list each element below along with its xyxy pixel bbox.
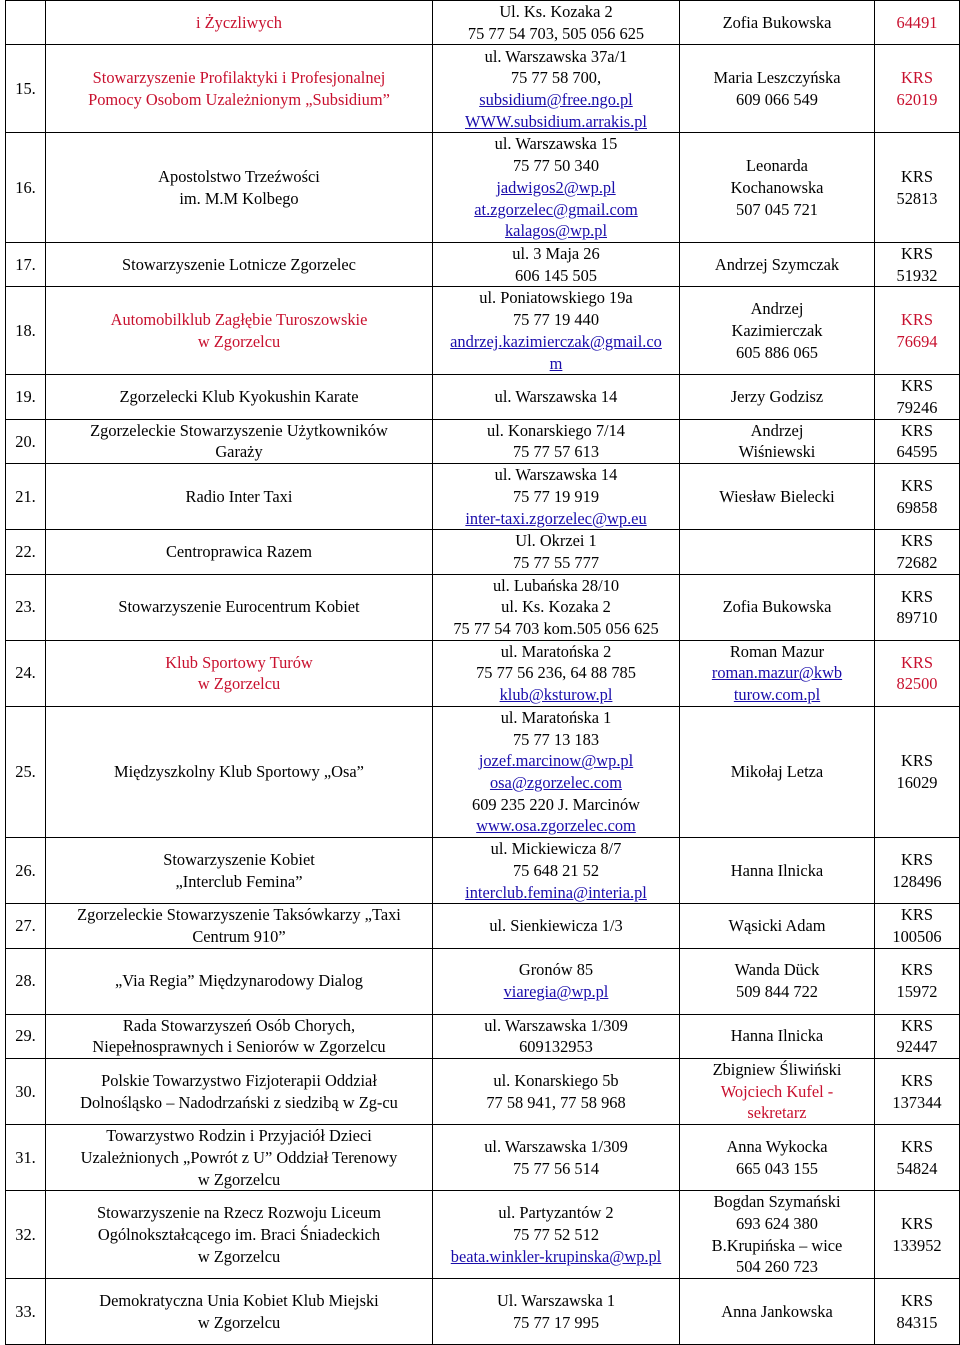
table-row bbox=[6, 838, 960, 904]
contact-line: Wojciech Kufel - bbox=[720, 1081, 834, 1101]
address-line: 77 58 941, 77 58 968 bbox=[486, 1092, 626, 1112]
organization-address bbox=[433, 706, 680, 837]
address-link[interactable]: m bbox=[549, 353, 563, 373]
organization-address bbox=[433, 464, 680, 530]
organization-name-line: Międzyszkolny Klub Sportowy „Osa” bbox=[114, 762, 364, 782]
table-row bbox=[6, 706, 960, 837]
address-link[interactable]: viaregia@wp.pl bbox=[503, 982, 609, 1002]
organization-address bbox=[433, 1059, 680, 1125]
krs-line: KRS bbox=[901, 243, 933, 263]
address-line: ul. Maratońska 2 bbox=[500, 641, 612, 661]
row-number: 23. bbox=[6, 574, 46, 640]
organization-name-line: Rada Stowarzyszeń Osób Chorych, bbox=[122, 1015, 356, 1035]
address-link[interactable]: www.osa.zgorzelec.com bbox=[476, 816, 636, 836]
address-line: ul. Partyzantów 2 bbox=[498, 1203, 614, 1223]
table-row bbox=[6, 574, 960, 640]
row-number: 26. bbox=[6, 838, 46, 904]
krs-number bbox=[875, 242, 960, 286]
krs-line: 51932 bbox=[896, 265, 938, 285]
krs-line: 89710 bbox=[896, 608, 938, 628]
address-line: ul. Poniatowskiego 19a bbox=[479, 288, 633, 308]
krs-line: KRS bbox=[901, 905, 933, 925]
organization-name-line: Uzależnionych „Powrót z U” Oddział Terenowy bbox=[80, 1147, 398, 1167]
krs-number bbox=[875, 1191, 960, 1279]
address-line: 75 77 17 995 bbox=[512, 1312, 600, 1332]
krs-number bbox=[875, 530, 960, 574]
krs-line: KRS bbox=[901, 1070, 933, 1090]
address-line: 75 77 19 440 bbox=[512, 310, 600, 330]
address-line: ul. Konarskiego 5b bbox=[493, 1070, 619, 1090]
krs-line: 69858 bbox=[896, 497, 938, 517]
row-number: 32. bbox=[6, 1191, 46, 1279]
organization-name-line: „Via Regia” Międzynarodowy Dialog bbox=[115, 971, 363, 991]
contact-line: 665 043 155 bbox=[736, 1158, 818, 1178]
krs-number bbox=[875, 948, 960, 1014]
contact-line: Andrzej bbox=[750, 299, 804, 319]
organization-name-line: Stowarzyszenie Eurocentrum Kobiet bbox=[118, 597, 360, 617]
krs-line: 84315 bbox=[896, 1312, 938, 1332]
contact-person bbox=[680, 1, 875, 45]
organization-address bbox=[433, 904, 680, 948]
organization-name bbox=[46, 287, 433, 375]
table-row bbox=[6, 1059, 960, 1125]
address-link[interactable]: inter-taxi.zgorzelec@wp.eu bbox=[465, 508, 647, 528]
row-number: 30. bbox=[6, 1059, 46, 1125]
table-row bbox=[6, 375, 960, 419]
address-link[interactable]: andrzej.kazimierczak@gmail.co bbox=[450, 331, 662, 351]
contact-line: 693 624 380 bbox=[736, 1214, 818, 1234]
organization-name bbox=[46, 1279, 433, 1345]
krs-line: 64491 bbox=[896, 12, 938, 32]
organization-name-line: Niepełnosprawnych i Seniorów w Zgorzelcu bbox=[92, 1037, 386, 1057]
krs-number bbox=[875, 1059, 960, 1125]
organization-name-line: Ogólnokształcącego im. Braci Śniadeckich bbox=[97, 1224, 381, 1244]
krs-line: 64595 bbox=[896, 442, 938, 462]
address-link[interactable]: beata.winkler-krupinska@wp.pl bbox=[450, 1246, 662, 1266]
contact-person bbox=[680, 1191, 875, 1279]
address-link[interactable]: WWW.subsidium.arrakis.pl bbox=[465, 111, 647, 131]
krs-number bbox=[875, 1, 960, 45]
krs-line: 76694 bbox=[896, 331, 938, 351]
krs-number bbox=[875, 287, 960, 375]
organization-name-line: Stowarzyszenie Profilaktyki i Profesjonalnej bbox=[92, 68, 386, 88]
address-line: ul. Warszawska 14 bbox=[494, 465, 618, 485]
organization-address bbox=[433, 640, 680, 706]
krs-line: 16029 bbox=[896, 772, 938, 792]
contact-person bbox=[680, 375, 875, 419]
organization-address bbox=[433, 375, 680, 419]
krs-number bbox=[875, 1125, 960, 1191]
krs-line: KRS bbox=[901, 531, 933, 551]
organization-name bbox=[46, 419, 433, 463]
table-row bbox=[6, 133, 960, 243]
contact-person bbox=[680, 133, 875, 243]
table-row bbox=[6, 242, 960, 286]
address-link[interactable]: klub@ksturow.pl bbox=[499, 685, 613, 705]
organization-name bbox=[46, 948, 433, 1014]
krs-number bbox=[875, 133, 960, 243]
address-line: ul. Warszawska 15 bbox=[494, 134, 618, 154]
organization-name-line: Polskie Towarzystwo Fizjoterapii Oddział bbox=[101, 1070, 377, 1090]
organization-name-line: w Zgorzelcu bbox=[197, 674, 281, 694]
address-line: ul. Warszawska 1/309 bbox=[484, 1136, 628, 1156]
krs-number bbox=[875, 838, 960, 904]
address-line: ul. 3 Maja 26 bbox=[512, 243, 600, 263]
krs-line: 128496 bbox=[892, 871, 942, 891]
contact-line: B.Krupińska – wice bbox=[711, 1235, 843, 1255]
address-line: 609132953 bbox=[519, 1037, 593, 1057]
organization-address bbox=[433, 530, 680, 574]
organization-name bbox=[46, 1014, 433, 1058]
organizations-table bbox=[5, 0, 960, 1345]
table-row bbox=[6, 1279, 960, 1345]
row-number: 20. bbox=[6, 419, 46, 463]
contact-line: 504 260 723 bbox=[736, 1257, 818, 1277]
address-line: 75 77 56 236, 64 88 785 bbox=[476, 663, 636, 683]
organization-name-line: Apostolstwo Trzeźwości bbox=[158, 166, 320, 186]
row-number: 16. bbox=[6, 133, 46, 243]
contact-person bbox=[680, 1014, 875, 1058]
organization-name bbox=[46, 1059, 433, 1125]
address-line: 75 77 52 512 bbox=[512, 1224, 600, 1244]
krs-line: KRS bbox=[901, 849, 933, 869]
organization-name-line: Garaży bbox=[215, 442, 263, 462]
organization-name bbox=[46, 838, 433, 904]
organization-name bbox=[46, 640, 433, 706]
organization-name-line: Demokratyczna Unia Kobiet Klub Miejski bbox=[99, 1291, 379, 1311]
contact-person bbox=[680, 706, 875, 837]
organization-name-line: Stowarzyszenie na Rzecz Rozwoju Liceum bbox=[97, 1203, 381, 1223]
contact-line: 609 066 549 bbox=[736, 89, 818, 109]
row-number bbox=[6, 1, 46, 45]
organization-address bbox=[433, 1014, 680, 1058]
contact-line: Anna Jankowska bbox=[721, 1301, 833, 1321]
address-line: ul. Warszawska 1/309 bbox=[484, 1015, 628, 1035]
address-line: Ul. Ks. Kozaka 2 bbox=[499, 2, 613, 21]
address-link[interactable]: osa@zgorzelec.com bbox=[489, 772, 623, 792]
organization-name-line: „Interclub Femina” bbox=[175, 871, 303, 891]
contact-line: Wiesław Bielecki bbox=[719, 486, 835, 506]
krs-number bbox=[875, 1014, 960, 1058]
contact-link[interactable]: roman.mazur@kwb bbox=[711, 663, 843, 683]
organization-name-line: Towarzystwo Rodzin i Przyjaciół Dzieci bbox=[106, 1126, 372, 1146]
krs-line: KRS bbox=[901, 420, 933, 440]
krs-line: KRS bbox=[901, 652, 933, 672]
organization-name-line: w Zgorzelcu bbox=[197, 1169, 281, 1189]
organization-name bbox=[46, 1, 433, 45]
krs-number bbox=[875, 375, 960, 419]
organization-name-line: Dolnośląsko – Nadodrzański z siedzibą w Zg-cu bbox=[80, 1092, 398, 1112]
organizations-table-body bbox=[6, 1, 960, 1345]
row-number: 22. bbox=[6, 530, 46, 574]
contact-line: Mikołaj Letza bbox=[730, 762, 824, 782]
contact-person bbox=[680, 838, 875, 904]
address-line: 606 145 505 bbox=[515, 265, 597, 285]
address-line: 609 235 220 J. Marcinów bbox=[472, 794, 640, 814]
organization-name bbox=[46, 133, 433, 243]
contact-person bbox=[680, 419, 875, 463]
organization-name-line: Stowarzyszenie Kobiet bbox=[163, 849, 315, 869]
krs-line: KRS bbox=[901, 1291, 933, 1311]
organization-address bbox=[433, 1191, 680, 1279]
address-line: Gronów 85 bbox=[518, 960, 594, 980]
krs-line: 62019 bbox=[896, 89, 938, 109]
krs-line: 133952 bbox=[892, 1235, 942, 1255]
contact-line: Hanna Ilnicka bbox=[730, 860, 824, 880]
krs-line: KRS bbox=[901, 166, 933, 186]
krs-line: KRS bbox=[901, 751, 933, 771]
krs-line: 79246 bbox=[896, 398, 938, 418]
organization-name-line: w Zgorzelcu bbox=[197, 1246, 281, 1266]
contact-line: Roman Mazur bbox=[729, 641, 825, 661]
contact-line: Kazimierczak bbox=[731, 320, 823, 340]
contact-line: sekretarz bbox=[747, 1103, 807, 1123]
address-line: ul. Warszawska 14 bbox=[494, 387, 618, 407]
address-link[interactable]: subsidium@free.ngo.pl bbox=[479, 89, 633, 109]
table-row bbox=[6, 530, 960, 574]
contact-person bbox=[680, 1059, 875, 1125]
contact-line: Anna Wykocka bbox=[726, 1136, 828, 1156]
row-number: 25. bbox=[6, 706, 46, 837]
table-row bbox=[6, 464, 960, 530]
contact-person bbox=[680, 948, 875, 1014]
organization-name bbox=[46, 1125, 433, 1191]
contact-line: Bogdan Szymański bbox=[713, 1192, 841, 1212]
address-link[interactable]: interclub.femina@interia.pl bbox=[465, 882, 647, 902]
contact-line: Wiśniewski bbox=[738, 442, 816, 462]
contact-line: Zofia Bukowska bbox=[722, 12, 832, 32]
krs-line: KRS bbox=[901, 376, 933, 396]
table-row bbox=[6, 948, 960, 1014]
address-link[interactable]: jozef.marcinow@wp.pl bbox=[478, 751, 634, 771]
organization-address bbox=[433, 1, 680, 45]
address-line: ul. Konarskiego 7/14 bbox=[487, 420, 625, 440]
krs-line: 92447 bbox=[896, 1037, 938, 1057]
contact-person bbox=[680, 464, 875, 530]
row-number: 18. bbox=[6, 287, 46, 375]
contact-person bbox=[680, 1125, 875, 1191]
organization-address bbox=[433, 948, 680, 1014]
organization-name bbox=[46, 242, 433, 286]
row-number: 29. bbox=[6, 1014, 46, 1058]
krs-line: KRS bbox=[901, 1015, 933, 1035]
krs-number bbox=[875, 1279, 960, 1345]
table-row bbox=[6, 1191, 960, 1279]
organization-name bbox=[46, 375, 433, 419]
contact-line: 605 886 065 bbox=[736, 342, 818, 362]
row-number: 19. bbox=[6, 375, 46, 419]
contact-person bbox=[680, 1279, 875, 1345]
row-number: 24. bbox=[6, 640, 46, 706]
organization-name-line: Radio Inter Taxi bbox=[185, 486, 293, 506]
organization-name-line: w Zgorzelcu bbox=[197, 1312, 281, 1332]
contact-line: 509 844 722 bbox=[736, 982, 818, 1002]
contact-person bbox=[680, 530, 875, 574]
contact-line: Leonarda bbox=[746, 156, 808, 176]
krs-number bbox=[875, 904, 960, 948]
krs-line: 137344 bbox=[892, 1092, 942, 1112]
contact-line: Kochanowska bbox=[730, 177, 824, 197]
organization-name-line: Zgorzeleckie Stowarzyszenie Taksówkarzy „Taxi bbox=[77, 905, 401, 925]
organization-address bbox=[433, 574, 680, 640]
contact-person bbox=[680, 574, 875, 640]
table-row bbox=[6, 419, 960, 463]
organization-name-line: Klub Sportowy Turów bbox=[165, 652, 313, 672]
contact-line: 507 045 721 bbox=[736, 199, 818, 219]
contact-person bbox=[680, 904, 875, 948]
address-line: 75 648 21 52 bbox=[512, 860, 600, 880]
contact-line: Andrzej Szymczak bbox=[714, 254, 840, 274]
krs-number bbox=[875, 45, 960, 133]
contact-line: Jerzy Godzisz bbox=[730, 387, 824, 407]
table-row bbox=[6, 287, 960, 375]
organization-address bbox=[433, 287, 680, 375]
krs-line: KRS bbox=[901, 960, 933, 980]
contact-line: Zofia Bukowska bbox=[722, 597, 832, 617]
organization-name bbox=[46, 45, 433, 133]
krs-number bbox=[875, 574, 960, 640]
contact-line: Wanda Dück bbox=[734, 960, 820, 980]
organization-address bbox=[433, 45, 680, 133]
table-row bbox=[6, 640, 960, 706]
organization-name-line: Centroprawica Razem bbox=[165, 542, 313, 562]
table-row bbox=[6, 1, 960, 45]
table-row bbox=[6, 1125, 960, 1191]
table-row bbox=[6, 1014, 960, 1058]
organization-name-line: im. M.M Kolbego bbox=[179, 188, 299, 208]
table-row bbox=[6, 904, 960, 948]
address-link[interactable]: at.zgorzelec@gmail.com bbox=[474, 199, 638, 219]
krs-line: 82500 bbox=[896, 674, 938, 694]
krs-number bbox=[875, 419, 960, 463]
contact-person bbox=[680, 640, 875, 706]
krs-line: 100506 bbox=[892, 926, 942, 946]
krs-line: KRS bbox=[901, 586, 933, 606]
address-line: 75 77 13 183 bbox=[512, 729, 600, 749]
organization-address bbox=[433, 133, 680, 243]
contact-link[interactable]: turow.com.pl bbox=[733, 685, 821, 705]
organization-name-line: Zgorzelecki Klub Kyokushin Karate bbox=[119, 387, 359, 407]
krs-line: 72682 bbox=[896, 552, 938, 572]
address-line: 75 77 19 919 bbox=[512, 486, 600, 506]
address-line: 75 77 57 613 bbox=[512, 442, 600, 462]
organization-name bbox=[46, 904, 433, 948]
address-line: ul. Warszawska 37a/1 bbox=[484, 46, 628, 66]
organization-name-line: Centrum 910” bbox=[192, 926, 286, 946]
organization-name-line: w Zgorzelcu bbox=[197, 331, 281, 351]
organization-address bbox=[433, 419, 680, 463]
row-number: 21. bbox=[6, 464, 46, 530]
address-line: ul. Mickiewicza 8/7 bbox=[490, 839, 622, 859]
organization-address bbox=[433, 242, 680, 286]
contact-person bbox=[680, 45, 875, 133]
krs-line: 52813 bbox=[896, 188, 938, 208]
row-number: 15. bbox=[6, 45, 46, 133]
organization-name bbox=[46, 1191, 433, 1279]
krs-line: KRS bbox=[901, 1136, 933, 1156]
organization-address bbox=[433, 1279, 680, 1345]
contact-person bbox=[680, 242, 875, 286]
organization-name-line: Automobilklub Zagłębie Turoszowskie bbox=[110, 310, 368, 330]
row-number: 33. bbox=[6, 1279, 46, 1345]
row-number: 27. bbox=[6, 904, 46, 948]
organization-name bbox=[46, 574, 433, 640]
contact-person bbox=[680, 287, 875, 375]
krs-number bbox=[875, 706, 960, 837]
krs-line: KRS bbox=[901, 475, 933, 495]
address-line: 75 77 50 340 bbox=[512, 156, 600, 176]
organization-name bbox=[46, 464, 433, 530]
address-line: ul. Sienkiewicza 1/3 bbox=[489, 916, 623, 936]
contact-line: Wąsicki Adam bbox=[728, 916, 826, 936]
address-line: ul. Ks. Kozaka 2 bbox=[501, 597, 611, 617]
organization-address bbox=[433, 1125, 680, 1191]
address-link[interactable]: kalagos@wp.pl bbox=[504, 221, 608, 241]
row-number: 17. bbox=[6, 242, 46, 286]
address-line: 75 77 54 703, 505 056 625 bbox=[467, 23, 645, 43]
organization-name bbox=[46, 530, 433, 574]
krs-line: 54824 bbox=[896, 1158, 938, 1178]
address-line: 75 77 55 777 bbox=[512, 552, 600, 572]
address-line: Ul. Okrzei 1 bbox=[515, 531, 597, 551]
address-line: 75 77 54 703 kom.505 056 625 bbox=[453, 619, 659, 639]
organization-name-line: Pomocy Osobom Uzależnionym „Subsidium” bbox=[88, 89, 390, 109]
address-line: 75 77 56 514 bbox=[512, 1158, 600, 1178]
address-line: Ul. Warszawska 1 bbox=[496, 1291, 616, 1311]
contact-line: Maria Leszczyńska bbox=[713, 68, 841, 88]
organization-name-line: i Życzliwych bbox=[195, 12, 283, 32]
row-number: 28. bbox=[6, 948, 46, 1014]
table-row bbox=[6, 45, 960, 133]
row-number: 31. bbox=[6, 1125, 46, 1191]
krs-line: 15972 bbox=[896, 982, 938, 1002]
contact-line: Zbigniew Śliwiński bbox=[712, 1060, 842, 1080]
krs-line: KRS bbox=[901, 1214, 933, 1234]
address-line: ul. Maratońska 1 bbox=[500, 707, 612, 727]
address-line: ul. Lubańska 28/10 bbox=[492, 575, 620, 595]
address-line: 75 77 58 700, bbox=[510, 68, 602, 88]
krs-number bbox=[875, 640, 960, 706]
organization-name-line: Zgorzeleckie Stowarzyszenie Użytkowników bbox=[90, 420, 388, 440]
organization-name-line: Stowarzyszenie Lotnicze Zgorzelec bbox=[122, 254, 356, 274]
krs-number bbox=[875, 464, 960, 530]
contact-line: Hanna Ilnicka bbox=[730, 1026, 824, 1046]
contact-line: Andrzej bbox=[750, 420, 804, 440]
krs-line: KRS bbox=[901, 68, 933, 88]
organization-name bbox=[46, 706, 433, 837]
organization-address bbox=[433, 838, 680, 904]
address-link[interactable]: jadwigos2@wp.pl bbox=[496, 177, 616, 197]
krs-line: KRS bbox=[901, 310, 933, 330]
